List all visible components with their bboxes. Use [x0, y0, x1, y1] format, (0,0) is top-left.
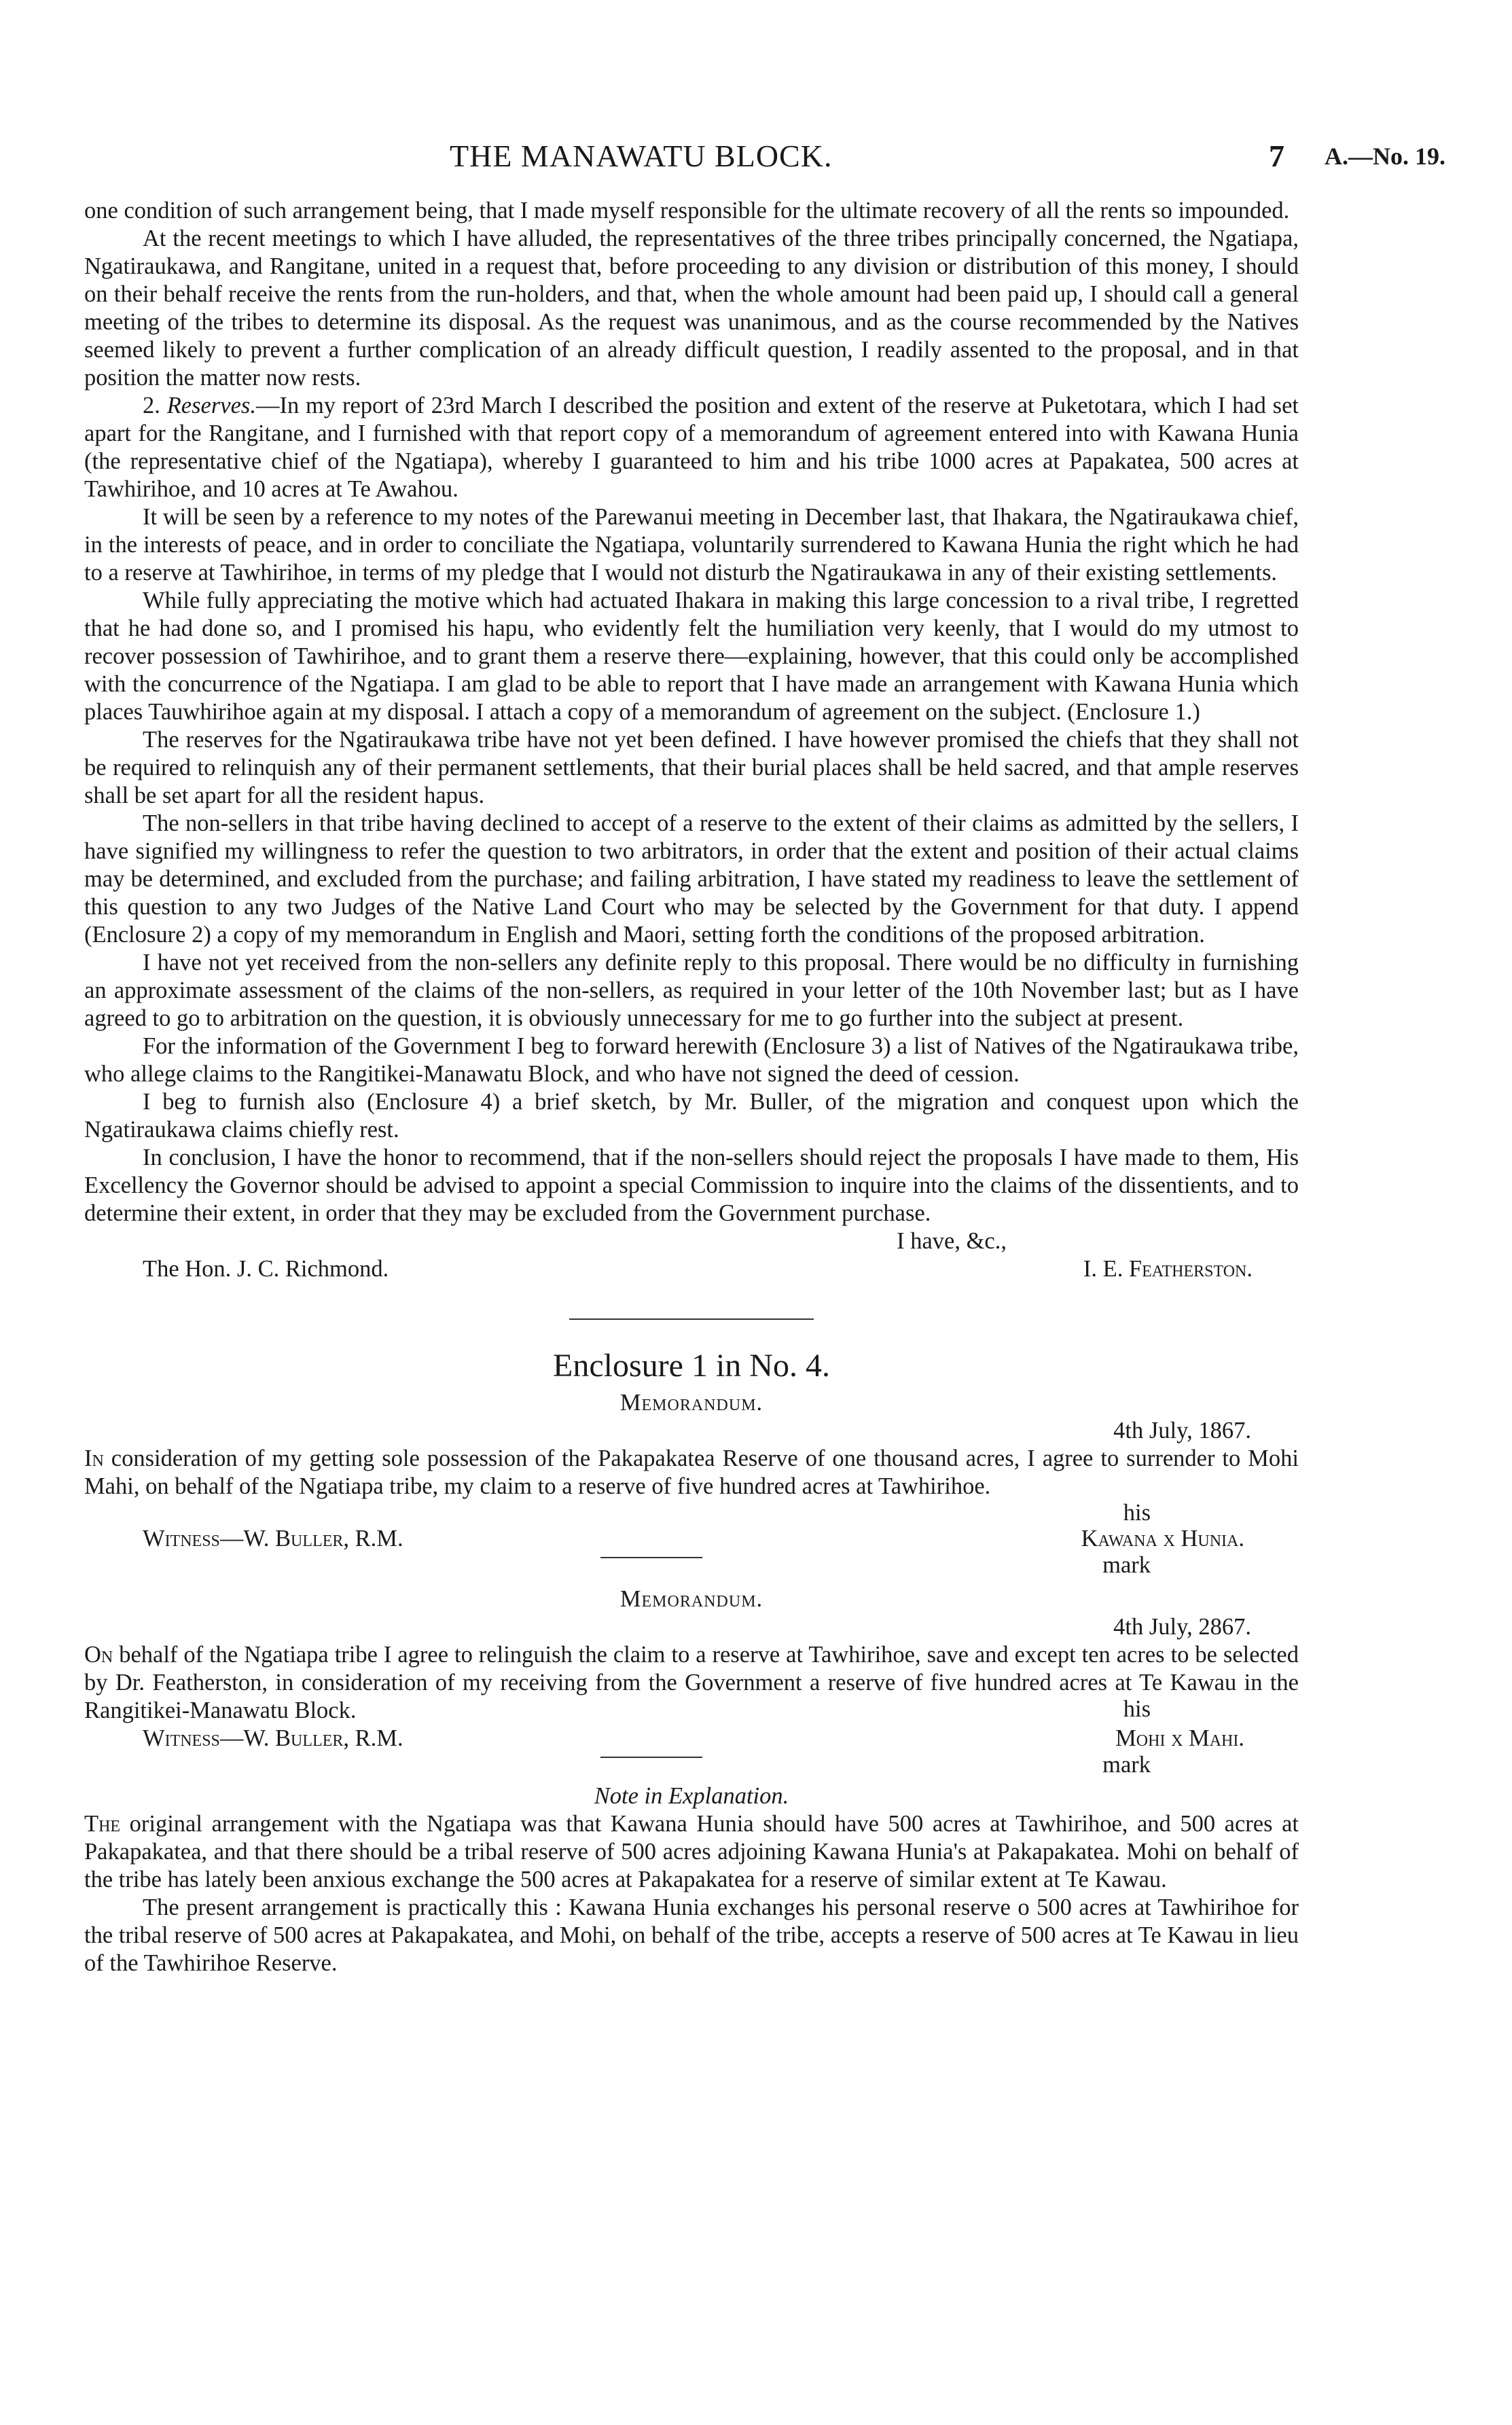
signature: I. E. Featherston. [1083, 1256, 1253, 1282]
paragraph-rents: At the recent meetings to which I have alluded, the representatives of the three tribes principally concerned, the Ngatiapa, Ngatiraukawa, and Rangitane, united in a request that, before proceeding to any division or distribution of this money, I should on their behalf receive the rents from the run-holders, and that, when the whole amount had been paid up, I should call a general meeting of the tribes to determine its disposal. As the request was unanimous, and as the course recommended by the Natives seemed likely to prevent a further complication of an already difficult question, I readily assented to the proposal, and in that position the matter now rests. [84, 226, 1299, 391]
paragraph-reserves [84, 392, 1299, 503]
signer-mark: mark [1102, 1552, 1151, 1578]
document-reference: A.—No. 19. [1325, 143, 1445, 170]
note-paragraph: The present arrangement is practically this : Kawana Hunia exchanges his personal reserve o 500 acres at Tawhirihoe for the tribal reserve of 500 acres at Pakapakatea, and Mohi, on behalf of the tribe, accepts a reserve of 500 acres at Te Kawau in lieu of the Tawhirihoe Reserve. [84, 1894, 1299, 1976]
short-divider [600, 1757, 702, 1758]
memorandum-heading: Memorandum. [619, 1390, 763, 1416]
paragraph-continued: one condition of such arrangement being, that I made myself responsible for the ultimate recovery of all the rents so impounded. [84, 198, 1290, 223]
memorandum-date: 4th July, 1867. [1113, 1418, 1251, 1443]
mark-row [84, 1553, 1299, 1577]
paragraph-enclosure-4: I beg to furnish also (Enclosure 4) a brief sketch, by Mr. Buller, of the migration and conquest upon which the Ngatiraukawa claims chiefly rest. [84, 1089, 1299, 1143]
witness: Witness—W. Buller, R.M. [143, 1725, 403, 1751]
page-number: 7 [1269, 139, 1284, 173]
mark-row [84, 1753, 1299, 1777]
memorandum-body: consideration of my getting sole possession of the Pakapakatea Reserve of one thousand acres, I agree to surrender to Mohi Mahi, on behalf of the Ngatiapa tribe, my claim to a reserve of five hundred acres at Tawhirihoe. [84, 1445, 1299, 1499]
note-body: original arrangement with the Ngatiapa was that Kawana Hunia should have 500 acres at Tawhirihoe, and 500 acres at Pakapakatea, and that there should be a tribal reserve of 500 acres adjoining Kawana Hunia's at Pakapakatea. Mohi on behalf of the tribe has lately been anxious exchange the 500 acres at Pakapakatea for a reserve of similar extent at Te Kawau. [84, 1811, 1299, 1892]
signature-line [84, 1255, 1299, 1283]
paragraph-ngatiraukawa-reserves: The reserves for the Ngatiraukawa tribe have not yet been defined. I have however promised the chiefs that they shall not be required to relinquish any of their permanent settlements, that their burial places shall be held sacred, and that ample reserves shall be set apart for all the resident hapus. [84, 727, 1299, 808]
signer-name: Mohi x Mahi. [1115, 1725, 1244, 1751]
short-divider [600, 1557, 702, 1558]
closing-line [84, 1227, 1299, 1255]
memorandum-date: 4th July, 2867. [1113, 1614, 1251, 1640]
section-label: Reserves. [166, 393, 256, 418]
paragraph-parewanui: It will be seen by a reference to my notes of the Parewanui meeting in December last, that Ihakara, the Ngatiraukawa chief, in the interests of peace, and in order to conciliate the Ngatiapa, voluntarily surrendered to Kawana Hunia the right which he had to a reserve at Tawhirihoe, in terms of my pledge that I would not disturb the Ngatiraukawa in any of their existing settlements. [84, 504, 1299, 586]
addressee: The Hon. J. C. Richmond. [143, 1256, 389, 1282]
page-header [0, 138, 1512, 179]
paragraph-conclusion: In conclusion, I have the honor to recommend, that if the non-sellers should reject the proposals I have made to them, His Excellency the Governor should be advised to appoint a special Commission to inquire into the claims of the dissentients, and to determine their extent, in order that they may be excluded from the Government purchase. [84, 1145, 1299, 1226]
memorandum-text [84, 1445, 1299, 1501]
paragraph-tawhirihoe: While fully appreciating the motive which had actuated Ihakara in making this large concession to a rival tribe, I regretted that he had done so, and I promised his hapu, who evidently felt the humiliation very keenly, that I would do my utmost to recover possession of Tawhirihoe, and to grant them a reserve there—explaining, however, that this could only be accomplished with the concurrence of the Ngatiapa. I am glad to be able to report that I have made an arrangement with Kawana Hunia which places Tauwhirihoe again at my disposal. I attach a copy of a memorandum of agreement on the subject. (Enclosure 1.) [84, 588, 1299, 725]
note-paragraph [84, 1810, 1299, 1894]
lead-word: On [84, 1642, 113, 1668]
signer-his: his [1123, 1696, 1151, 1722]
memorandum-heading: Memorandum. [619, 1586, 763, 1612]
paragraph-non-sellers: I have not yet received from the non-sellers any definite reply to this proposal. There would be no difficulty in furnishing an approximate assessment of the claims of the non-sellers, as required in your letter of the 10th November last; but as I have agreed to go to arbitration on the question, it is obviously unnecessary for me to go further into the subject at present. [84, 950, 1299, 1031]
closing-phrase: I have, &c., [897, 1228, 1007, 1254]
signer-mark: mark [1102, 1752, 1151, 1778]
witness-line [84, 1525, 1299, 1553]
note-heading: Note in Explanation. [594, 1783, 789, 1809]
signer-his: his [1123, 1500, 1151, 1526]
memorandum-body: behalf of the Ngatiapa tribe I agree to relinguish the claim to a reserve at Tawhirihoe, save and except ten acres to be selected by Dr. Featherston, in consideration of my receiving from the Government a reserve of five hundred acres at Te Kawau in the Rangitikei-Manawatu Block. [84, 1642, 1299, 1723]
witness-line [84, 1725, 1299, 1753]
witness: Witness—W. Buller, R.M. [143, 1526, 403, 1551]
section-text: —In my report of 23rd March I described the position and extent of the reserve at Puketotara, which I had set apart for the Rangitane, and I furnished with that report copy of a memorandum of agreement entered into with Kawana Hunia (the representative chief of the Ngatiapa), whereby I guaranteed to him and his tribe 1000 acres at Papakatea, 500 acres at Tawhirihoe, and 10 acres at Te Awahou. [84, 393, 1299, 502]
section-number: 2. [143, 393, 160, 418]
paragraph-enclosure-3: For the information of the Government I beg to forward herewith (Enclosure 3) a list of Natives of the Ngatiraukawa tribe, who allege claims to the Rangitikei-Manawatu Block, and who have not signed the deed of cession. [84, 1033, 1299, 1087]
paragraph-arbitration: The non-sellers in that tribe having declined to accept of a reserve to the extent of their claims as admitted by the sellers, I have signified my willingness to refer the question to two arbitrators, in order that the extent and position of their actual claims may be determined, and excluded from the purchase; and failing arbitration, I have stated my readiness to leave the settlement of this question to any two Judges of the Native Land Court who may be selected by the Government for that duty. I append (Enclosure 2) a copy of my memorandum in English and Maori, setting forth the conditions of the proposed arbitration. [84, 810, 1299, 948]
section-divider [569, 1318, 814, 1320]
memorandum-text [84, 1641, 1299, 1725]
letter-body [84, 197, 1299, 1977]
signer-name: Kawana x Hunia. [1081, 1526, 1244, 1551]
enclosure-title: Enclosure 1 in No. 4. [553, 1348, 830, 1384]
lead-word: The [84, 1811, 121, 1837]
running-title: THE MANAWATU BLOCK. [450, 139, 833, 173]
lead-word: In [84, 1445, 104, 1471]
